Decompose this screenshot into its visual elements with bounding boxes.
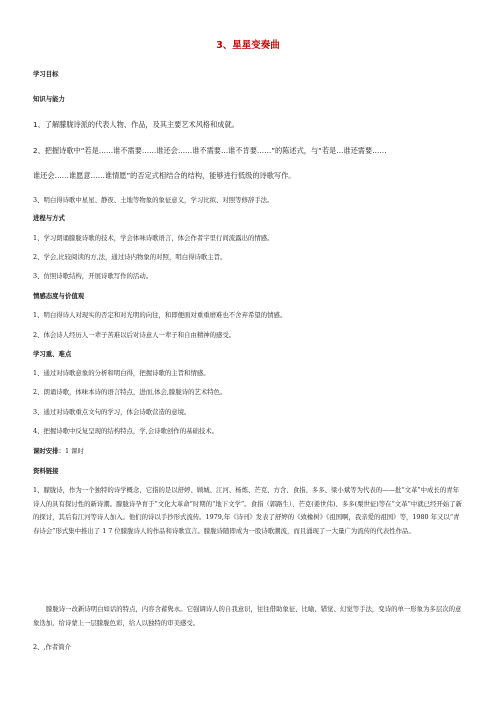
keypoint-item: 4、把握诗歌中反复呈现的结构特点，学,会诗歌创作的基础技术。 — [33, 427, 219, 435]
heading-goals: 学习目标 — [33, 70, 59, 78]
heading-process: 进程与方式 — [33, 214, 65, 222]
schedule-value: 1 课时 — [64, 447, 84, 455]
attitude-item: 1、明白得诗人对现实的否定和对光明的向往，和即便面对重重磨难也不舍弃希望的情感。 — [33, 311, 287, 319]
materials-paragraph-2: 朦胧诗一改新诗明白如话的特点，内容含蓄隽永。它强调诗人的自我意识，往往借助象征、比喻、错觉、幻觉等手法，变诗的单一形象为多层次的意象迭加，给诗蒙上一层朦胧色彩，给人以独特的审美感受。 — [33, 605, 462, 627]
heading-materials: 资料链接 — [33, 467, 59, 475]
keypoint-item: 3、通过对诗歌重点文句的学习，体会诗歌营造的意境。 — [33, 408, 191, 416]
knowledge-item: 1、了解朦胧诗派的代表人物、作品，及其主要艺术风格和成就。 — [33, 120, 239, 129]
heading-keypoints: 学习重、难点 — [33, 350, 72, 358]
process-item: 1、学习朗诵朦胧诗歌的技术，学会体味诗歌语言，体会作者字里行间流露出的情感。 — [33, 234, 274, 242]
knowledge-item: 谁还会……谁愿意……谁情愿”的否定式相结合的结构，能够进行低级的诗歌写作。 — [33, 171, 296, 180]
knowledge-item: 3、明白得诗歌中星星、静夜、土地等物象的象征意义，学习比拟、对照等修辞手法。 — [33, 196, 274, 204]
process-item: 3、仿照诗歌结构，开展诗歌写作的活动。 — [33, 272, 153, 280]
heading-knowledge: 知识与能力 — [33, 95, 65, 103]
materials-item-2: 2、,作者简介 — [33, 643, 72, 651]
heading-attitude: 情感态度与价值观 — [33, 292, 85, 300]
keypoint-item: 1、通过对诗歌意象的分析和明白得，把握诗歌的主旨和情感。 — [33, 369, 210, 377]
knowledge-item: 2、把握诗歌中“若是……谁不需要……谁还会……谁不需要…谁不肯要……”的陈述式，与“若是…谁还需要…… — [33, 146, 387, 155]
materials-paragraph-1: 1、朦胧诗，作为一个独特的诗学概念，它指的是以舒婷、顾城、江河、杨炼、芒克、方含、食指、多多、梁小斌等为代表的——批“文革”中成长的青年诗人的具有探讨性的新诗潮。朦胧诗孕育于“文化大革命”时期的“地下文学”。食指（郭路生）、芒克(姜世伟)、多多(栗世征)等在“文革”中就已经开始了新的探讨，其后有江河等诗人加入。他们的诗以手抄形式流传。1979,年《诗刊》发表了舒婷的《致橡树》《祖国啊，我亲爱的祖国》等，1980 年又以“青春诗会”形式集中推出了 1 7 位朦胧诗人的作品和诗歌宣言。朦胧诗随即成为一股诗歌潮流，而且涌现了一大量广为流传的代表性作品。 — [33, 486, 462, 535]
keypoint-item: 2、朗诵诗歌，体味本诗的语言特点，进而,体会,朦胧诗的艺术特色。 — [33, 388, 227, 396]
schedule-line — [33, 447, 463, 456]
attitude-item: 2、体会诗人经历人一辈子苦难以后对诗意人一辈子和自由精神的感受。 — [33, 331, 236, 339]
process-item: 2、学会,比较阅读的方,法，通过诗内物象的对照，明白得诗歌主旨。 — [33, 253, 227, 261]
page-title: 3、星星变奏曲 — [216, 40, 280, 51]
schedule-label: 课时安排： — [33, 447, 65, 455]
